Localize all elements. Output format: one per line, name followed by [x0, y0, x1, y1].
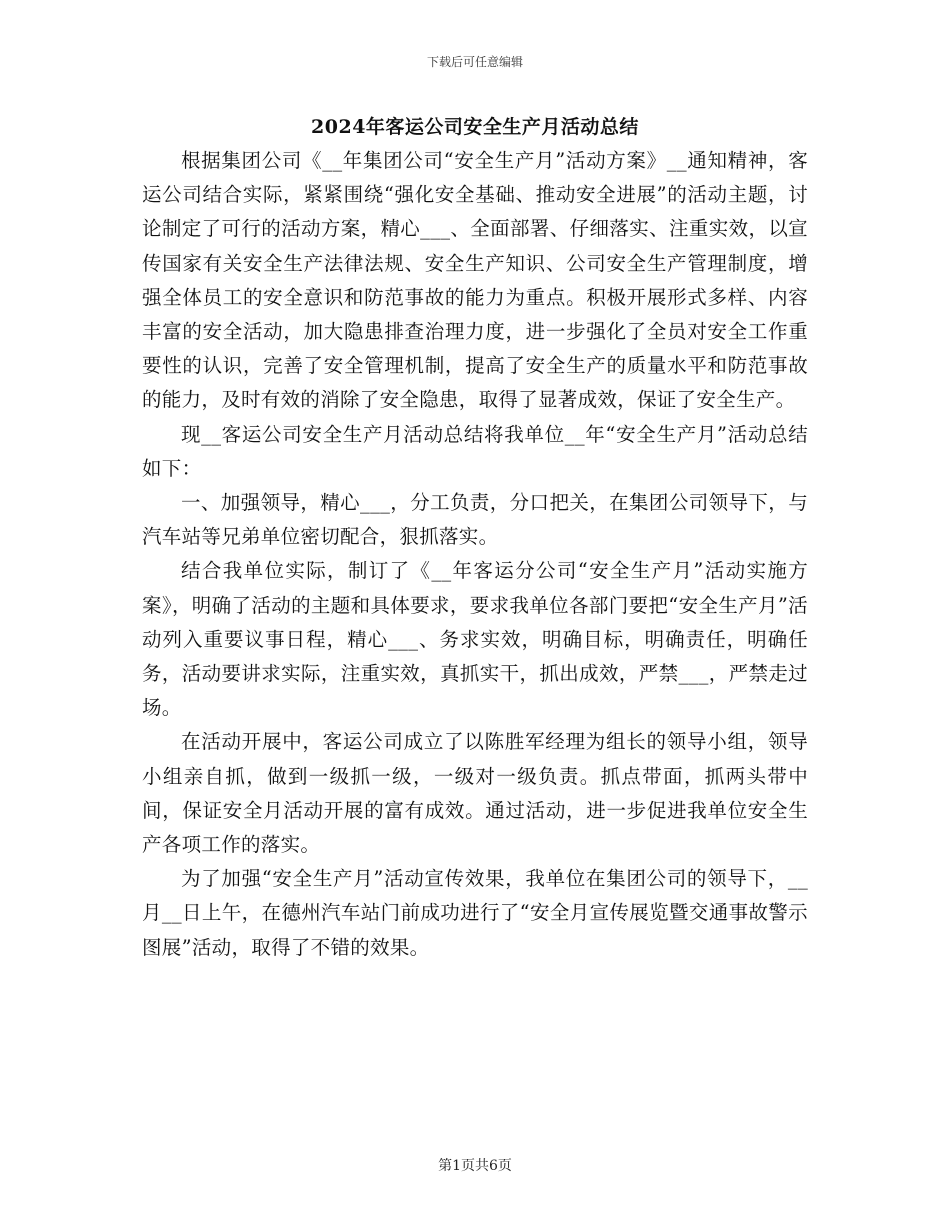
paragraph-intro: 根据集团公司《__年集团公司“安全生产月”活动方案》__通知精神，客运公司结合实际，紧紧围绕“强化安全基础、推动安全进展”的活动主题，讨论制定了可行的活动方案，精心___、全面部署、仔细落实、注重实效，以宣传国家有关安全生产法律法规、安全生产知识、公司安全生产管理制度，增强全体员工的安全意识和防范事故的能力为重点。积极开展形式多样、内容丰富的安全活动，加大隐患排查治理力度，进一步强化了全员对安全工作重要性的认识，完善了安全管理机制，提高了安全生产的质量水平和防范事故的能力，及时有效的消除了安全隐患，取得了显著成效，保证了安全生产。: [142, 149, 808, 412]
document-title: 2024年客运公司安全生产月活动总结: [311, 116, 639, 138]
paragraph-implementation-plan: 结合我单位实际，制订了《__年客运分公司“安全生产月”活动实施方案》，明确了活动的主题和具体要求，要求我单位各部门要把“安全生产月”活动列入重要议事日程，精心___、务求实效，明确目标，明确责任，明确任务，活动要讲求实际，注重实效，真抓实干，抓出成效，严禁___，严禁走过场。: [142, 559, 808, 720]
paragraph-leadership-group: 在活动开展中，客运公司成立了以陈胜军经理为组长的领导小组，领导小组亲自抓，做到一级抓一级，一级对一级负责。抓点带面，抓两头带中间，保证安全月活动开展的富有成效。通过活动，进一步促进我单位安全生产各项工作的落实。: [142, 730, 808, 857]
paragraph-section-one: 一、加强领导，精心___，分工负责，分口把关，在集团公司领导下，与汽车站等兄弟单位密切配合，狠抓落实。: [142, 491, 808, 549]
page-number-footer: 第1页共6页: [438, 1158, 512, 1174]
paragraph-summary-lead: 现__客运公司安全生产月活动总结将我单位__年“安全生产月”活动总结如下：: [142, 422, 808, 480]
header-note: 下载后可任意编辑: [426, 55, 523, 69]
document-body: [142, 144, 808, 965]
paragraph-publicity-event: 为了加强“安全生产月”活动宣传效果，我单位在集团公司的领导下，__月__日上午，在德州汽车站门前成功进行了“安全月宣传展览暨交通事故警示图展”活动，取得了不错的效果。: [142, 867, 808, 959]
